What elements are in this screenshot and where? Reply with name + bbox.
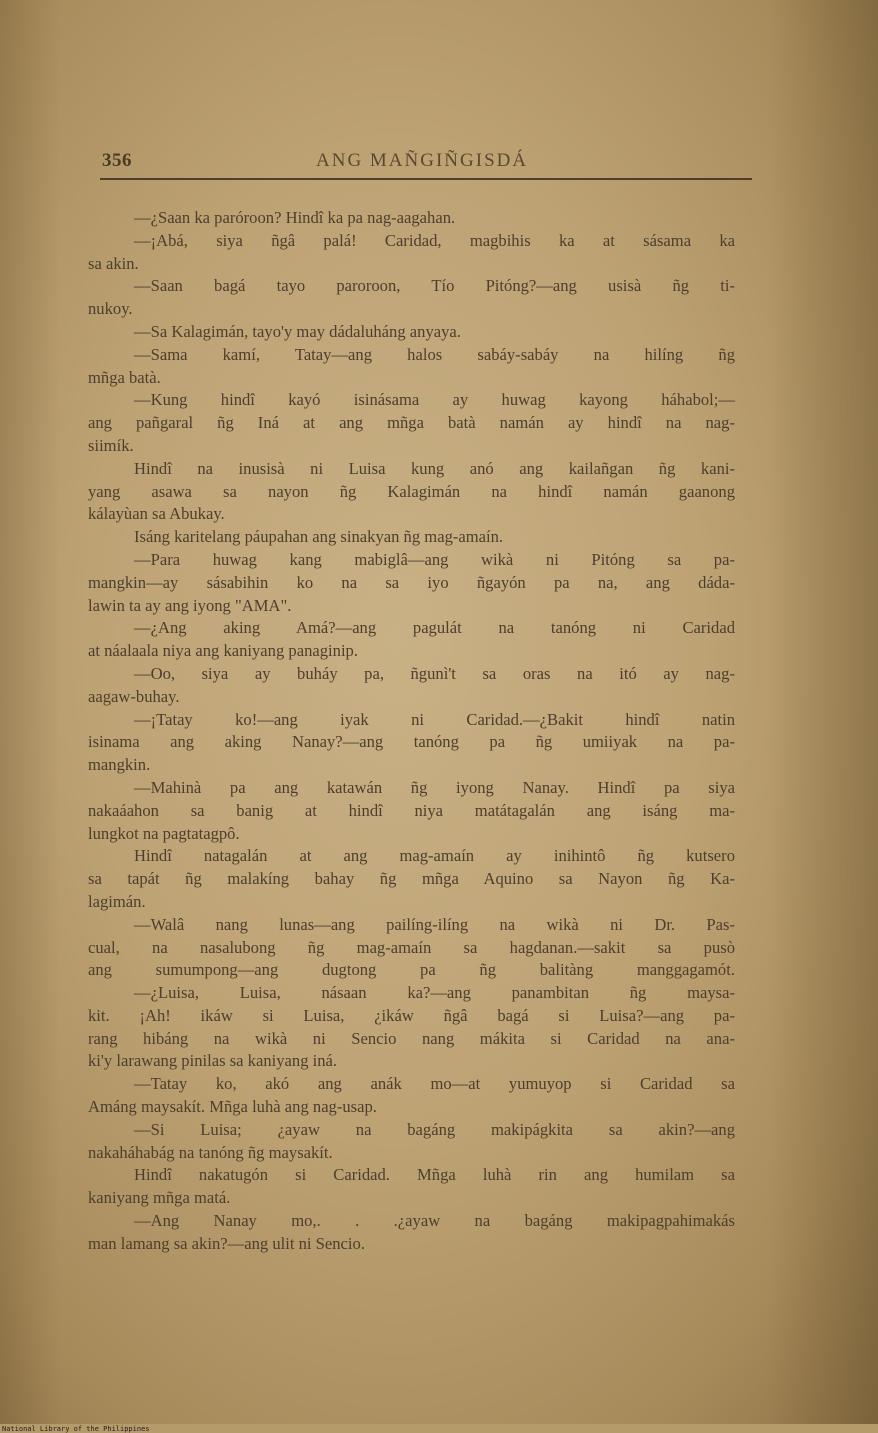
text-line: isinama ang aking Nanay?—ang tanóng pa ñg umiiyak na pa- [88,732,735,752]
text-line: nakaháhabág na tanóng ñg maysakít. [88,1142,333,1162]
text-line: —Oo, siya ay buháy pa, ñgunì't sa oras na itó ay nag- [134,663,735,683]
text-line: Hindî natagalán at ang mag-amaín ay inihintô ñg kutsero [134,846,735,866]
text-line: —Ang Nanay mo,. . .¿ayaw na bagáng makipagpahimakás [134,1211,735,1231]
text-line: Amáng maysakít. Mñga luhà ang nag-usap. [88,1097,377,1117]
text-line: ki'y larawang pinilas sa kaniyang iná. [88,1051,338,1071]
page-shadow-left [0,0,60,1424]
page-header [102,150,752,178]
text-line: lawin ta ay ang iyong "AMA". [88,595,292,615]
text-line: kit. ¡Ah! ikáw si Luisa, ¿ikáw ñgâ bagá si Luisa?—ang pa- [88,1005,735,1025]
text-line: —Mahinà pa ang katawán ñg iyong Nanay. Hindî pa siya [134,777,735,797]
text-line: siimík. [88,435,134,455]
text-line: sa tapát ñg malakíng bahay ñg mñga Aquino sa Nayon ñg Ka- [88,869,735,889]
text-line: —Kung hindî kayó isinásama ay huwag kayong háhabol;— [134,390,735,410]
text-line: mangkin—ay sásabihin ko na sa iyo ñgayón pa na, ang dáda- [88,572,735,592]
text-line: —Si Luisa; ¿ayaw na bagáng makipágkita sa akin?—ang [134,1119,735,1139]
running-title: ANG MAÑGIÑGISDÁ [316,150,529,171]
text-line: lungkot na pagtatagpô. [88,823,240,843]
text-line: kaniyang mñga matá. [88,1188,231,1208]
text-line: —Sama kamí, Tatay—ang halos sabáy-sabáy na hilíng ñg [134,344,735,364]
text-line: ang pañgaral ñg Iná at ang mñga batà namán ay hindî na nag- [88,413,735,433]
page-number: 356 [102,150,132,171]
text-line: mangkin. [88,755,151,775]
library-credit: National Library of the Philippines [2,1425,150,1433]
text-line: —¡Tatay ko!—ang iyak ni Caridad.—¿Bakit hindî natin [134,709,735,729]
text-line: nukoy. [88,299,133,319]
text-line: kálayùan sa Abukay. [88,504,225,524]
text-line: Hindî nakatugón si Caridad. Mñga luhà rin ang humilam sa [134,1165,735,1185]
text-line: —Sa Kalagimán, tayo'y may dádaluháng anyaya. [134,321,461,341]
text-line: sa akin. [88,253,139,273]
text-line: mñga batà. [88,367,161,387]
text-line: —Walâ nang lunas—ang pailíng-ilíng na wikà ni Dr. Pas- [134,914,735,934]
header-rule [100,178,752,180]
body-text [88,207,735,1256]
text-line: at náalaala niya ang kaniyang panaginip. [88,641,358,661]
text-line: —Tatay ko, akó ang anák mo—at yumuyop si Caridad sa [134,1074,735,1094]
text-line: nakaáahon sa banig at hindî niya matátagalán ang isáng ma- [88,800,735,820]
text-line: Isáng karitelang páupahan ang sinakyan ñg mag-amaín. [134,527,504,547]
text-line: cual, na nasalubong ñg mag-amaín sa hagdanan.—sakit sa pusò [88,937,735,957]
text-line: yang asawa sa nayon ñg Kalagimán na hindî namán gaanong [88,481,735,501]
text-line: —¿Luisa, Luisa, násaan ka?—ang panambitan ñg maysa- [134,983,735,1003]
text-line: —¿Ang aking Amá?—ang pagulát na tanóng ni Caridad [134,618,735,638]
text-line: lagimán. [88,891,146,911]
text-line: —Saan bagá tayo paroroon, Tío Pitóng?—ang usisà ñg ti- [134,276,735,296]
text-line: rang hibáng na wikà ni Sencio nang mákita si Caridad na ana- [88,1028,735,1048]
text-line: —¡Abá, siya ñgâ palá! Caridad, magbihis ka at sásama ka [134,230,735,250]
text-line: man lamang sa akin?—ang ulit ni Sencio. [88,1233,365,1253]
text-line: aagaw-buhay. [88,686,180,706]
page-shadow-right [768,0,878,1424]
text-line: Hindî na inusisà ni Luisa kung anó ang kailañgan ñg kani- [134,458,735,478]
text-line: ang sumumpong—ang dugtong pa ñg balitàng manggagamót. [88,960,735,980]
text-line: —¿Saan ka paróroon? Hindî ka pa nag-aagahan. [134,208,456,227]
text-line: —Para huwag kang mabiglâ—ang wikà ni Pitóng sa pa- [134,549,735,569]
